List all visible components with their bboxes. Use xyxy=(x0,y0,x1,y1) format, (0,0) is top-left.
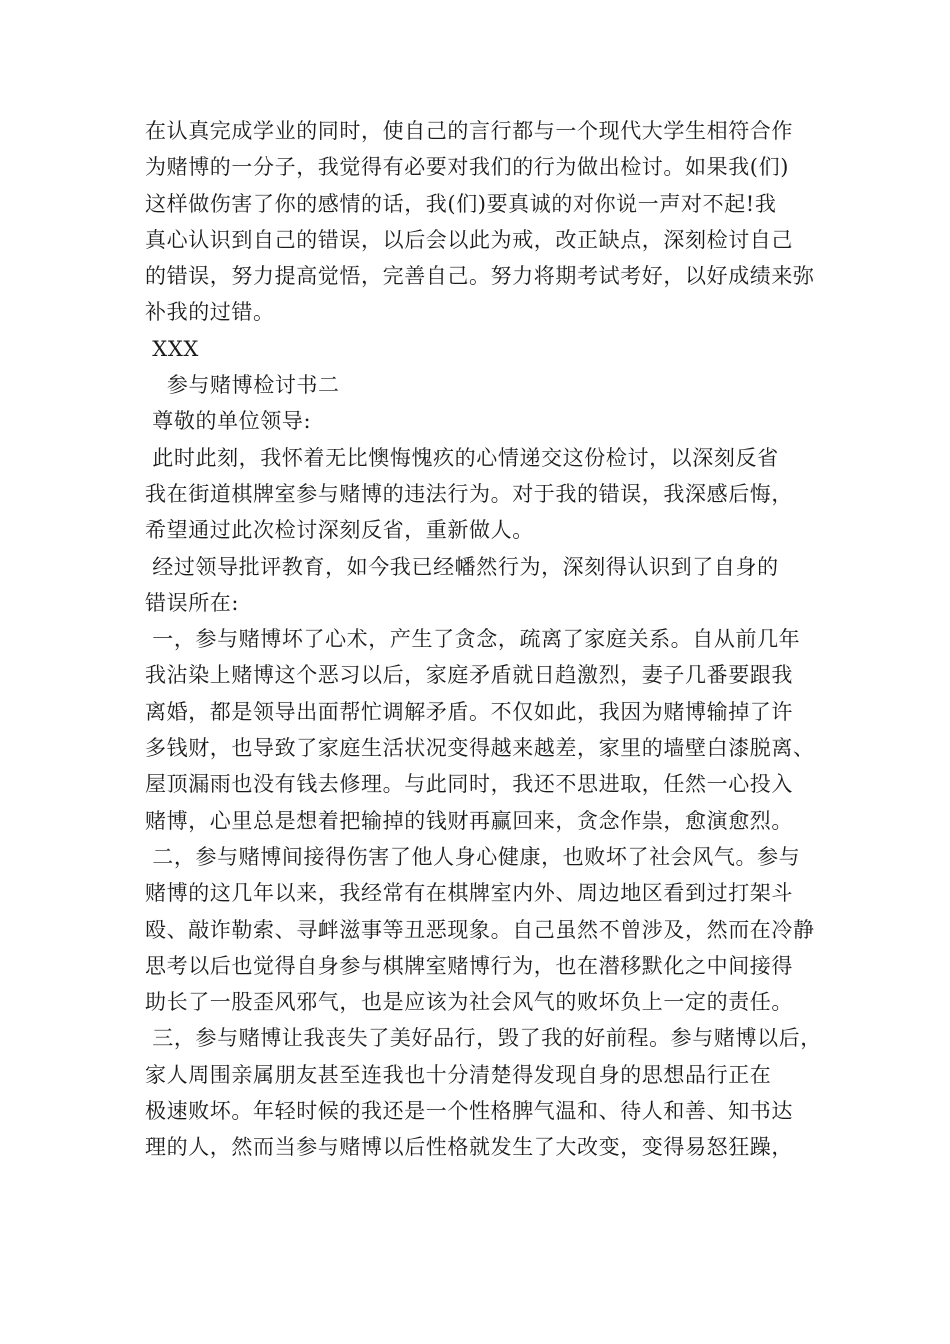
text-line: 赌博的这几年以来，我经常有在棋牌室内外、周边地区看到过打架斗 xyxy=(145,881,793,906)
text-line: 屋顶漏雨也没有钱去修理。与此同时，我还不思进取，任然一心投入 xyxy=(145,772,793,797)
text-line: 三，参与赌博让我丧失了美好品行，毁了我的好前程。参与赌博以后， xyxy=(145,1026,822,1051)
text-line: 我在街道棋牌室参与赌博的违法行为。对于我的错误，我深感后悔， xyxy=(145,481,793,506)
text-line: 极速败坏。年轻时候的我还是一个性格脾气温和、待人和善、知书达 xyxy=(145,1099,793,1124)
text-line: 一，参与赌博坏了心术，产生了贪念，疏离了家庭关系。自从前几年 xyxy=(145,627,801,652)
text-line: 赌博，心里总是想着把输掉的钱财再赢回来，贪念作祟，愈演愈烈。 xyxy=(145,808,793,833)
text-line: 思考以后也觉得自身参与棋牌室赌博行为，也在潜移默化之中间接得 xyxy=(145,953,793,978)
text-line: 错误所在: xyxy=(145,590,240,615)
text-line: 希望通过此次检讨深刻反省，重新做人。 xyxy=(145,518,534,543)
document-body xyxy=(145,113,825,1166)
text-line: 在认真完成学业的同时，使自己的言行都与一个现代大学生相符合作 xyxy=(145,119,793,143)
text-line: 理的人，然而当参与赌博以后性格就发生了大改变，变得易怒狂躁， xyxy=(145,1135,793,1160)
text-line: 为赌博的一分子，我觉得有必要对我们的行为做出检讨。如果我(们) xyxy=(145,155,789,180)
text-line: 经过领导批评教育，如今我已经幡然行为，深刻得认识到了自身的 xyxy=(145,554,779,579)
text-line: 多钱财，也导致了家庭生活状况变得越来越差，家里的墙壁白漆脱离、 xyxy=(145,736,815,761)
text-line: 殴、敲诈勒索、寻衅滋事等丑恶现象。自己虽然不曾涉及，然而在冷静 xyxy=(145,917,815,942)
text-line: 家人周围亲属朋友甚至连我也十分清楚得发现自身的思想品行正在 xyxy=(145,1062,772,1087)
signature-line: XXX xyxy=(145,336,199,361)
salutation: 尊敬的单位领导: xyxy=(145,409,312,434)
text-line: 真心认识到自己的错误，以后会以此为戒，改正缺点，深刻检讨自己 xyxy=(145,227,793,252)
text-line: 这样做伤害了你的感情的话，我(们)要真诚的对你说一声对不起!我 xyxy=(145,191,777,216)
text-line: 的错误，努力提高觉悟，完善自己。努力将期考试考好，以好成绩来弥 xyxy=(145,264,815,289)
text-line: 此时此刻，我怀着无比懊悔愧疚的心情递交这份检讨，以深刻反省 xyxy=(145,445,779,470)
text-line: 助长了一股歪风邪气，也是应该为社会风气的败坏负上一定的责任。 xyxy=(145,990,793,1015)
text-line: 离婚，都是领导出面帮忙调解矛盾。不仅如此，我因为赌博输掉了许 xyxy=(145,699,793,724)
text-line: 补我的过错。 xyxy=(145,300,275,325)
text-line: 我沾染上赌博这个恶习以后，家庭矛盾就日趋激烈，妻子几番要跟我 xyxy=(145,663,793,688)
section-title: 参与赌博检讨书二 xyxy=(145,373,340,398)
text-line: 二，参与赌博间接得伤害了他人身心健康，也败坏了社会风气。参与 xyxy=(145,844,801,869)
